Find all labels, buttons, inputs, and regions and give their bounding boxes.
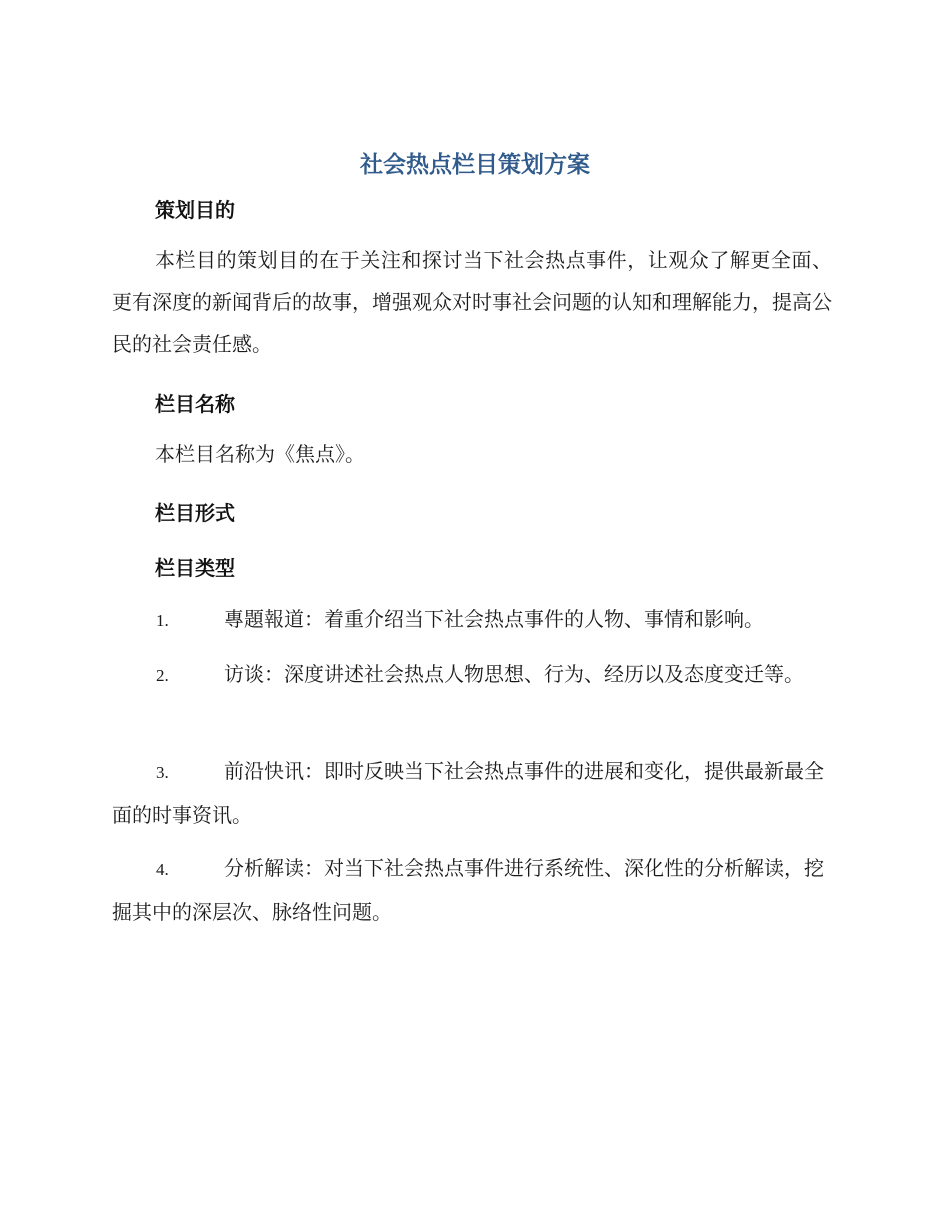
list-item-number: 2. (156, 666, 169, 685)
list-item-number: 4. (156, 860, 169, 879)
list-item (112, 653, 832, 697)
document-title: 社会热点栏目策划方案 (360, 152, 590, 178)
section-heading-name: 栏目名称 (155, 392, 235, 416)
list-item-text: 分析解读：对当下社会热点事件进行系统性、深化性的分析解读，挖掘其中的深层次、脉络性问题。 (112, 856, 824, 924)
list-item-text: 專題報道：着重介绍当下社会热点事件的人物、事情和影响。 (224, 607, 764, 631)
list-item (112, 847, 832, 933)
section-text-purpose: 本栏目的策划目的在于关注和探讨当下社会热点事件，让观众了解更全面、更有深度的新闻背后的故事，增强观众对时事社会问题的认知和理解能力，提高公民的社会责任感。 (112, 248, 832, 356)
list-item-text: 前沿快讯：即时反映当下社会热点事件的进展和变化，提供最新最全面的时事资讯。 (112, 759, 824, 827)
list-item (112, 750, 832, 836)
section-text-name: 本栏目名称为《焦点》。 (155, 442, 365, 466)
list-item-text: 访谈：深度讲述社会热点人物思想、行为、经历以及态度变迁等。 (224, 662, 804, 686)
list-item-number: 1. (156, 611, 169, 630)
list-item-number: 3. (156, 763, 169, 782)
section-heading-format: 栏目形式 (155, 501, 235, 525)
list-item (112, 598, 832, 642)
section-heading-purpose: 策划目的 (155, 198, 235, 222)
section-heading-types: 栏目类型 (155, 556, 235, 580)
